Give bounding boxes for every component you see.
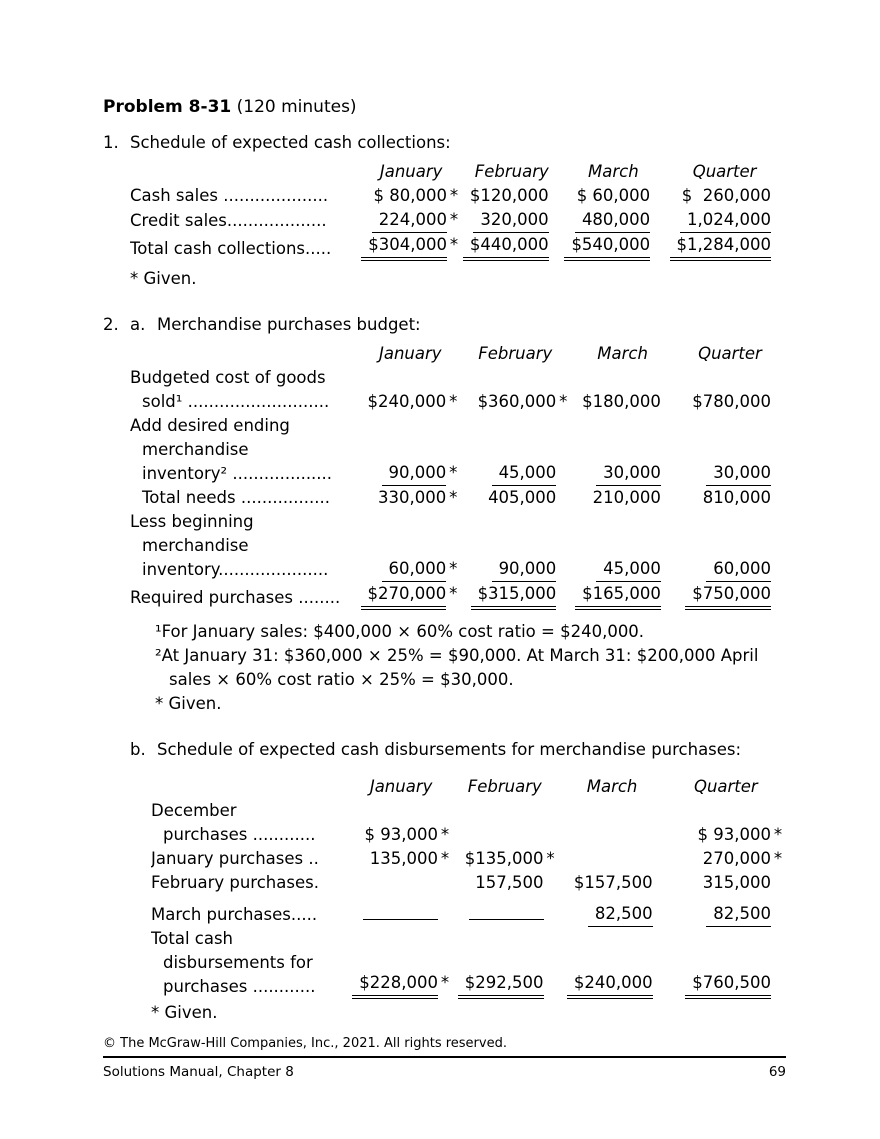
cell-value: $240,000 bbox=[367, 392, 447, 411]
cell bbox=[460, 366, 570, 414]
cell bbox=[675, 366, 785, 414]
row-label: Required purchases ........ bbox=[130, 588, 341, 607]
table-row-cash-sales bbox=[130, 184, 785, 208]
cell bbox=[350, 847, 452, 871]
row-label: January purchases .. bbox=[151, 849, 319, 868]
row-label: Total cash disbursements for purchases ............ bbox=[151, 929, 316, 996]
row-label: February purchases. bbox=[151, 873, 319, 892]
footnote-2: ²At January 31: $360,000 × 25% = $90,000. At March 31: $200,000 April sales × 60% cost ratio × 25% = $30,000. bbox=[155, 646, 759, 689]
cell-value: 1,024,000 bbox=[680, 208, 771, 233]
cell bbox=[461, 233, 563, 261]
cell-value: 45,000 bbox=[492, 461, 557, 486]
column-header-march: March bbox=[586, 777, 638, 796]
cell bbox=[361, 208, 461, 233]
cell bbox=[360, 366, 460, 414]
page-title bbox=[103, 97, 785, 117]
cell-value: $360,000 bbox=[477, 392, 557, 411]
cell-value: $135,000 bbox=[464, 849, 544, 868]
cell bbox=[667, 895, 785, 927]
cell bbox=[558, 895, 667, 927]
table-row-march-purchases bbox=[151, 895, 785, 927]
cell bbox=[558, 871, 667, 895]
cell-value: $180,000 bbox=[582, 392, 661, 411]
cell bbox=[461, 208, 563, 233]
cell bbox=[350, 871, 452, 895]
table-row-beginning-inventory bbox=[130, 510, 785, 582]
cash-collections-table bbox=[130, 160, 785, 261]
cell-value: $750,000 bbox=[685, 582, 771, 610]
column-header-quarter: Quarter bbox=[693, 777, 758, 796]
cell-value: $780,000 bbox=[692, 392, 771, 411]
cell-value: $ 93,000 bbox=[697, 825, 771, 844]
cell bbox=[460, 510, 570, 582]
column-header-february: February bbox=[474, 162, 549, 181]
cell-value: 135,000 bbox=[369, 849, 439, 868]
cell-value: $228,000 bbox=[352, 971, 438, 999]
cell-value: $120,000 bbox=[469, 186, 549, 205]
cell-value: $292,500 bbox=[458, 971, 544, 999]
cash-disbursements-table bbox=[151, 775, 785, 999]
cell-value: 90,000 bbox=[382, 461, 447, 486]
cell-value: $440,000 bbox=[463, 233, 549, 261]
section-2b-letter: b. bbox=[130, 740, 146, 759]
given-note-1: * Given. bbox=[130, 269, 197, 288]
cell-value: 810,000 bbox=[702, 488, 771, 507]
row-label: March purchases..... bbox=[151, 905, 318, 924]
section-2b-heading bbox=[130, 740, 785, 759]
cell bbox=[360, 486, 460, 510]
row-label: Total cash collections..... bbox=[130, 239, 332, 258]
given-marker: * bbox=[440, 849, 450, 868]
cell-value: 60,000 bbox=[706, 557, 771, 582]
row-label: Credit sales................... bbox=[130, 211, 327, 230]
cell-value: 45,000 bbox=[596, 557, 661, 582]
column-header-january: January bbox=[379, 162, 443, 181]
cell-value: 60,000 bbox=[382, 557, 447, 582]
given-marker: * bbox=[773, 849, 783, 868]
section-1-title: Schedule of expected cash collections: bbox=[130, 133, 451, 152]
footer-page-number: 69 bbox=[768, 1064, 786, 1080]
cell-value: $1,284,000 bbox=[670, 233, 771, 261]
cell bbox=[675, 510, 785, 582]
cell bbox=[675, 486, 785, 510]
cell bbox=[664, 208, 785, 233]
given-marker: * bbox=[449, 210, 459, 229]
given-marker: * bbox=[449, 392, 458, 411]
cell bbox=[570, 414, 675, 486]
cell-value: $165,000 bbox=[575, 582, 661, 610]
cell bbox=[360, 510, 460, 582]
cell-value: 405,000 bbox=[488, 488, 557, 507]
problem-number: Problem 8-31 bbox=[103, 97, 232, 117]
table-row-total-disbursements bbox=[151, 927, 785, 999]
cell-value bbox=[469, 895, 544, 920]
column-header-february: February bbox=[467, 777, 542, 796]
cell bbox=[570, 486, 675, 510]
given-marker: * bbox=[546, 849, 555, 868]
column-header-march: March bbox=[597, 344, 648, 363]
cell bbox=[675, 414, 785, 486]
given-marker: * bbox=[449, 186, 459, 205]
section-2b-title: Schedule of expected cash disbursements for merchandise purchases: bbox=[157, 740, 742, 759]
table-row-desired-ending-inventory bbox=[130, 414, 785, 486]
cell bbox=[452, 847, 557, 871]
given-marker: * bbox=[559, 392, 568, 411]
row-label: Less beginning merchandise inventory..................... bbox=[130, 512, 329, 579]
cell bbox=[667, 871, 785, 895]
row-label: Add desired ending merchandise inventory² ................... bbox=[130, 416, 333, 483]
given-marker: * bbox=[440, 825, 450, 844]
table-row-february-purchases bbox=[151, 871, 785, 895]
cell bbox=[452, 799, 557, 847]
cell bbox=[667, 927, 785, 999]
cell-value: $157,500 bbox=[573, 873, 653, 892]
table-row-january-purchases bbox=[151, 847, 785, 871]
cell-value: $760,500 bbox=[685, 971, 771, 999]
cell bbox=[675, 582, 785, 610]
given-note-3: * Given. bbox=[151, 1003, 218, 1022]
cell-value: 30,000 bbox=[706, 461, 771, 486]
cell-value: 210,000 bbox=[592, 488, 661, 507]
given-marker: * bbox=[449, 559, 458, 578]
cell-value: 480,000 bbox=[575, 208, 650, 233]
column-header-february: February bbox=[478, 344, 553, 363]
cell-value: $ 260,000 bbox=[681, 186, 771, 205]
cell bbox=[667, 847, 785, 871]
cell bbox=[558, 847, 667, 871]
cell bbox=[570, 582, 675, 610]
given-marker: * bbox=[449, 584, 458, 603]
given-note-2: * Given. bbox=[155, 694, 222, 713]
cell-value: $240,000 bbox=[567, 971, 653, 999]
given-marker: * bbox=[773, 825, 783, 844]
cell-value: $270,000 bbox=[361, 582, 447, 610]
cell bbox=[460, 582, 570, 610]
column-header-january: January bbox=[378, 344, 442, 363]
cell bbox=[350, 927, 452, 999]
cell bbox=[664, 233, 785, 261]
cell-value: 320,000 bbox=[473, 208, 548, 233]
cell-value: 30,000 bbox=[596, 461, 661, 486]
cell bbox=[570, 510, 675, 582]
merchandise-purchases-table bbox=[130, 342, 785, 610]
cell bbox=[360, 582, 460, 610]
cell-value: 224,000 bbox=[372, 208, 447, 233]
cell bbox=[361, 233, 461, 261]
table-row-credit-sales bbox=[130, 208, 785, 233]
cell-value: $304,000 bbox=[361, 233, 447, 261]
given-marker: * bbox=[449, 488, 458, 507]
cell bbox=[350, 799, 452, 847]
table-row-total-cash-collections bbox=[130, 233, 785, 261]
column-header-quarter: Quarter bbox=[698, 344, 762, 363]
cell bbox=[452, 927, 557, 999]
cell bbox=[563, 208, 665, 233]
column-header-quarter: Quarter bbox=[692, 162, 757, 181]
column-header-march: March bbox=[588, 162, 639, 181]
cell-value: 330,000 bbox=[378, 488, 447, 507]
cell-value: 90,000 bbox=[492, 557, 557, 582]
cell bbox=[558, 799, 667, 847]
cell bbox=[667, 799, 785, 847]
section-2a-title: Merchandise purchases budget: bbox=[157, 315, 421, 334]
row-label: December purchases ............ bbox=[151, 801, 316, 844]
table-row-december-purchases bbox=[151, 799, 785, 847]
table-header-row bbox=[130, 342, 785, 366]
cell-value: 315,000 bbox=[702, 873, 771, 892]
row-label: Budgeted cost of goods sold¹ ........................... bbox=[130, 368, 330, 411]
table-row-total-needs bbox=[130, 486, 785, 510]
cell-value: $ 93,000 bbox=[364, 825, 439, 844]
cell-value: 157,500 bbox=[475, 873, 544, 892]
cell bbox=[563, 233, 665, 261]
footnote-1: ¹For January sales: $400,000 × 60% cost ratio = $240,000. bbox=[155, 622, 645, 641]
cell-value: 82,500 bbox=[706, 902, 771, 927]
given-marker: * bbox=[449, 235, 459, 254]
column-header-january: January bbox=[369, 777, 433, 796]
given-marker: * bbox=[440, 973, 450, 992]
cell-value: $ 80,000 bbox=[373, 186, 448, 205]
footer-manual-title: Solutions Manual, Chapter 8 bbox=[103, 1064, 294, 1080]
section-2a-letter: a. bbox=[130, 315, 146, 334]
cell bbox=[461, 184, 563, 208]
table-footnotes bbox=[155, 620, 785, 716]
given-marker: * bbox=[449, 463, 458, 482]
table-row-budgeted-cogs bbox=[130, 366, 785, 414]
table-header-row bbox=[130, 160, 785, 184]
section-2a-heading bbox=[103, 315, 785, 334]
page-footer bbox=[103, 1036, 786, 1080]
row-label: Cash sales .................... bbox=[130, 186, 329, 205]
cell bbox=[452, 871, 557, 895]
copyright-notice: © The McGraw-Hill Companies, Inc., 2021. All rights reserved. bbox=[103, 1036, 507, 1051]
cell bbox=[664, 184, 785, 208]
cell-value: $ 60,000 bbox=[576, 186, 651, 205]
footer-divider bbox=[103, 1056, 786, 1058]
cell bbox=[460, 486, 570, 510]
table-row-required-purchases bbox=[130, 582, 785, 610]
section-1-heading bbox=[103, 133, 785, 152]
table-header-row bbox=[151, 775, 785, 799]
cell bbox=[460, 414, 570, 486]
cell-value: 82,500 bbox=[588, 902, 653, 927]
section-2-number: 2. bbox=[103, 315, 119, 334]
cell bbox=[563, 184, 665, 208]
cell bbox=[360, 414, 460, 486]
section-1-number: 1. bbox=[103, 133, 119, 152]
cell bbox=[558, 927, 667, 999]
cell-value: $315,000 bbox=[471, 582, 557, 610]
cell-value bbox=[363, 895, 438, 920]
problem-duration: (120 minutes) bbox=[231, 97, 357, 117]
cell bbox=[350, 895, 452, 927]
cell bbox=[361, 184, 461, 208]
cell bbox=[570, 366, 675, 414]
cell bbox=[452, 895, 557, 927]
cell-value: 270,000 bbox=[702, 849, 771, 868]
row-label: Total needs ................. bbox=[142, 488, 331, 507]
cell-value: $540,000 bbox=[564, 233, 650, 261]
